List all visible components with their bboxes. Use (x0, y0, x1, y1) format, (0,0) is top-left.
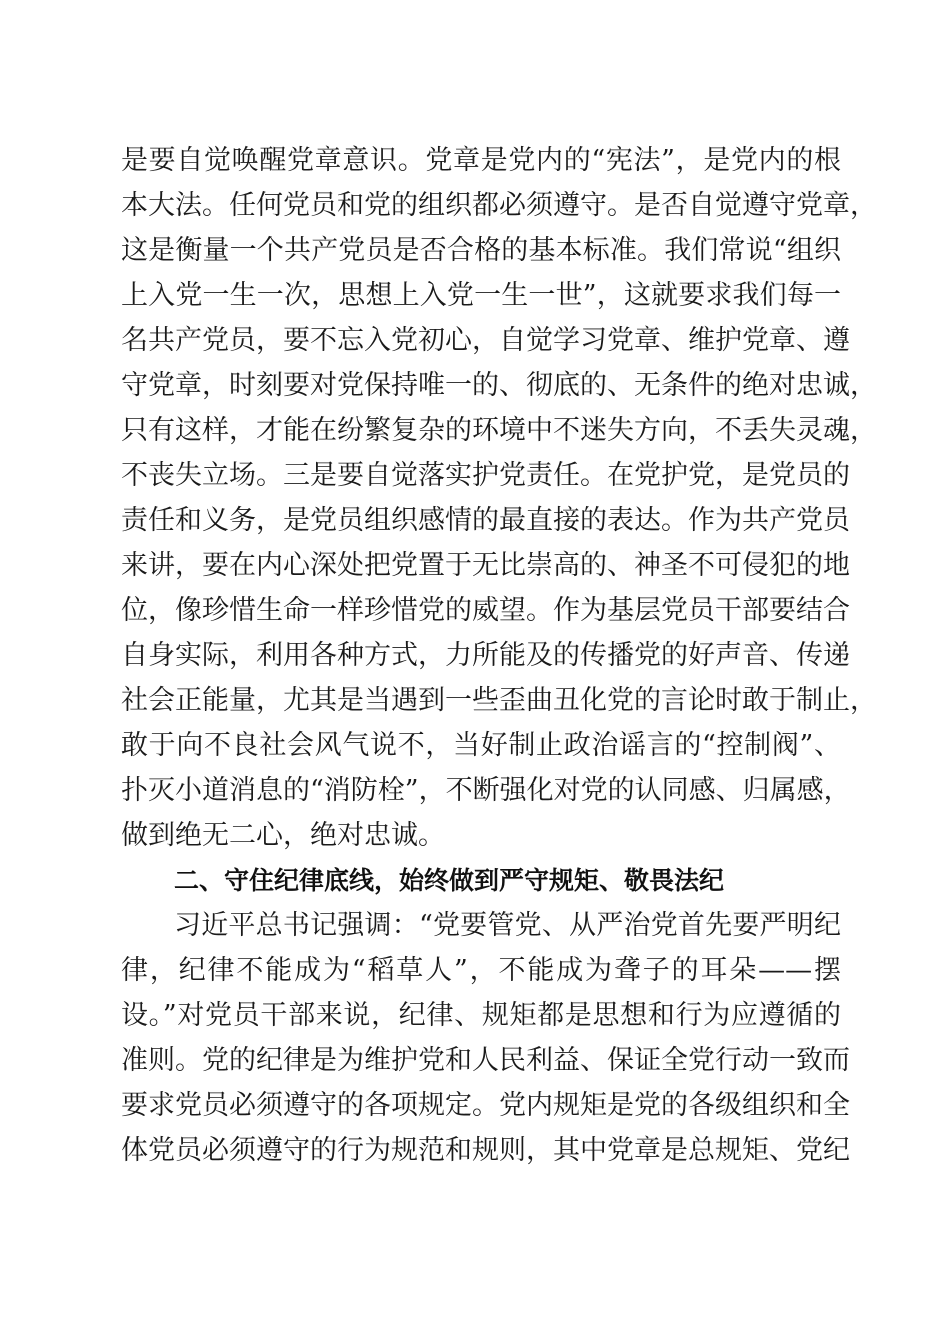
text-line: 责任和义务，是党员组织感情的最直接的表达。作为共产党员 (121, 505, 850, 536)
text-line: 体党员必须遵守的行为规范和规则，其中党章是总规矩、党纪 (121, 1135, 850, 1166)
text-line: 只有这样，才能在纷繁复杂的环境中不迷失方向，不丢失灵魂， (121, 415, 877, 446)
text-line: 做到绝无二心，绝对忠诚。 (121, 820, 445, 851)
text-line: 本大法。任何党员和党的组织都必须遵守。是否自觉遵守党章， (121, 190, 877, 221)
text-line: 不丧失立场。三是要自觉落实护党责任。在党护党，是党员的 (121, 460, 850, 491)
text-line: 习近平总书记强调：“党要管党、从严治党首先要严明纪 (174, 910, 841, 941)
text-line: 敢于向不良社会风气说不，当好制止政治谣言的“控制阀”、 (121, 730, 841, 761)
text-line: 律，纪律不能成为“稻草人”，不能成为聋子的耳朵——摆 (121, 955, 841, 986)
text-line: 准则。党的纪律是为维护党和人民利益、保证全党行动一致而 (121, 1045, 850, 1076)
text-line: 设。”对党员干部来说，纪律、规矩都是思想和行为应遵循的 (121, 1000, 841, 1031)
text-line: 社会正能量，尤其是当遇到一些歪曲丑化党的言论时敢于制止， (121, 685, 877, 716)
text-line: 扑灭小道消息的“消防栓”，不断强化对党的认同感、归属感， (121, 775, 851, 806)
text-line: 位，像珍惜生命一样珍惜党的威望。作为基层党员干部要结合 (121, 595, 850, 626)
text-line: 上入党一生一次，思想上入党一生一世”，这就要求我们每一 (121, 280, 841, 311)
text-line: 这是衡量一个共产党员是否合格的基本标准。我们常说“组织 (121, 235, 841, 266)
text-line: 自身实际，利用各种方式，力所能及的传播党的好声音、传递 (121, 640, 850, 671)
text-line: 守党章，时刻要对党保持唯一的、彻底的、无条件的绝对忠诚， (121, 370, 877, 401)
text-line: 要求党员必须遵守的各项规定。党内规矩是党的各级组织和全 (121, 1090, 850, 1121)
text-line: 名共产党员，要不忘入党初心，自觉学习党章、维护党章、遵 (121, 325, 850, 356)
text-line: 是要自觉唤醒党章意识。党章是党内的“宪法”，是党内的根 (121, 145, 841, 176)
text-line: 来讲，要在内心深处把党置于无比崇高的、神圣不可侵犯的地 (121, 550, 850, 581)
section-heading: 二、守住纪律底线，始终做到严守规矩、敬畏法纪 (174, 866, 725, 895)
